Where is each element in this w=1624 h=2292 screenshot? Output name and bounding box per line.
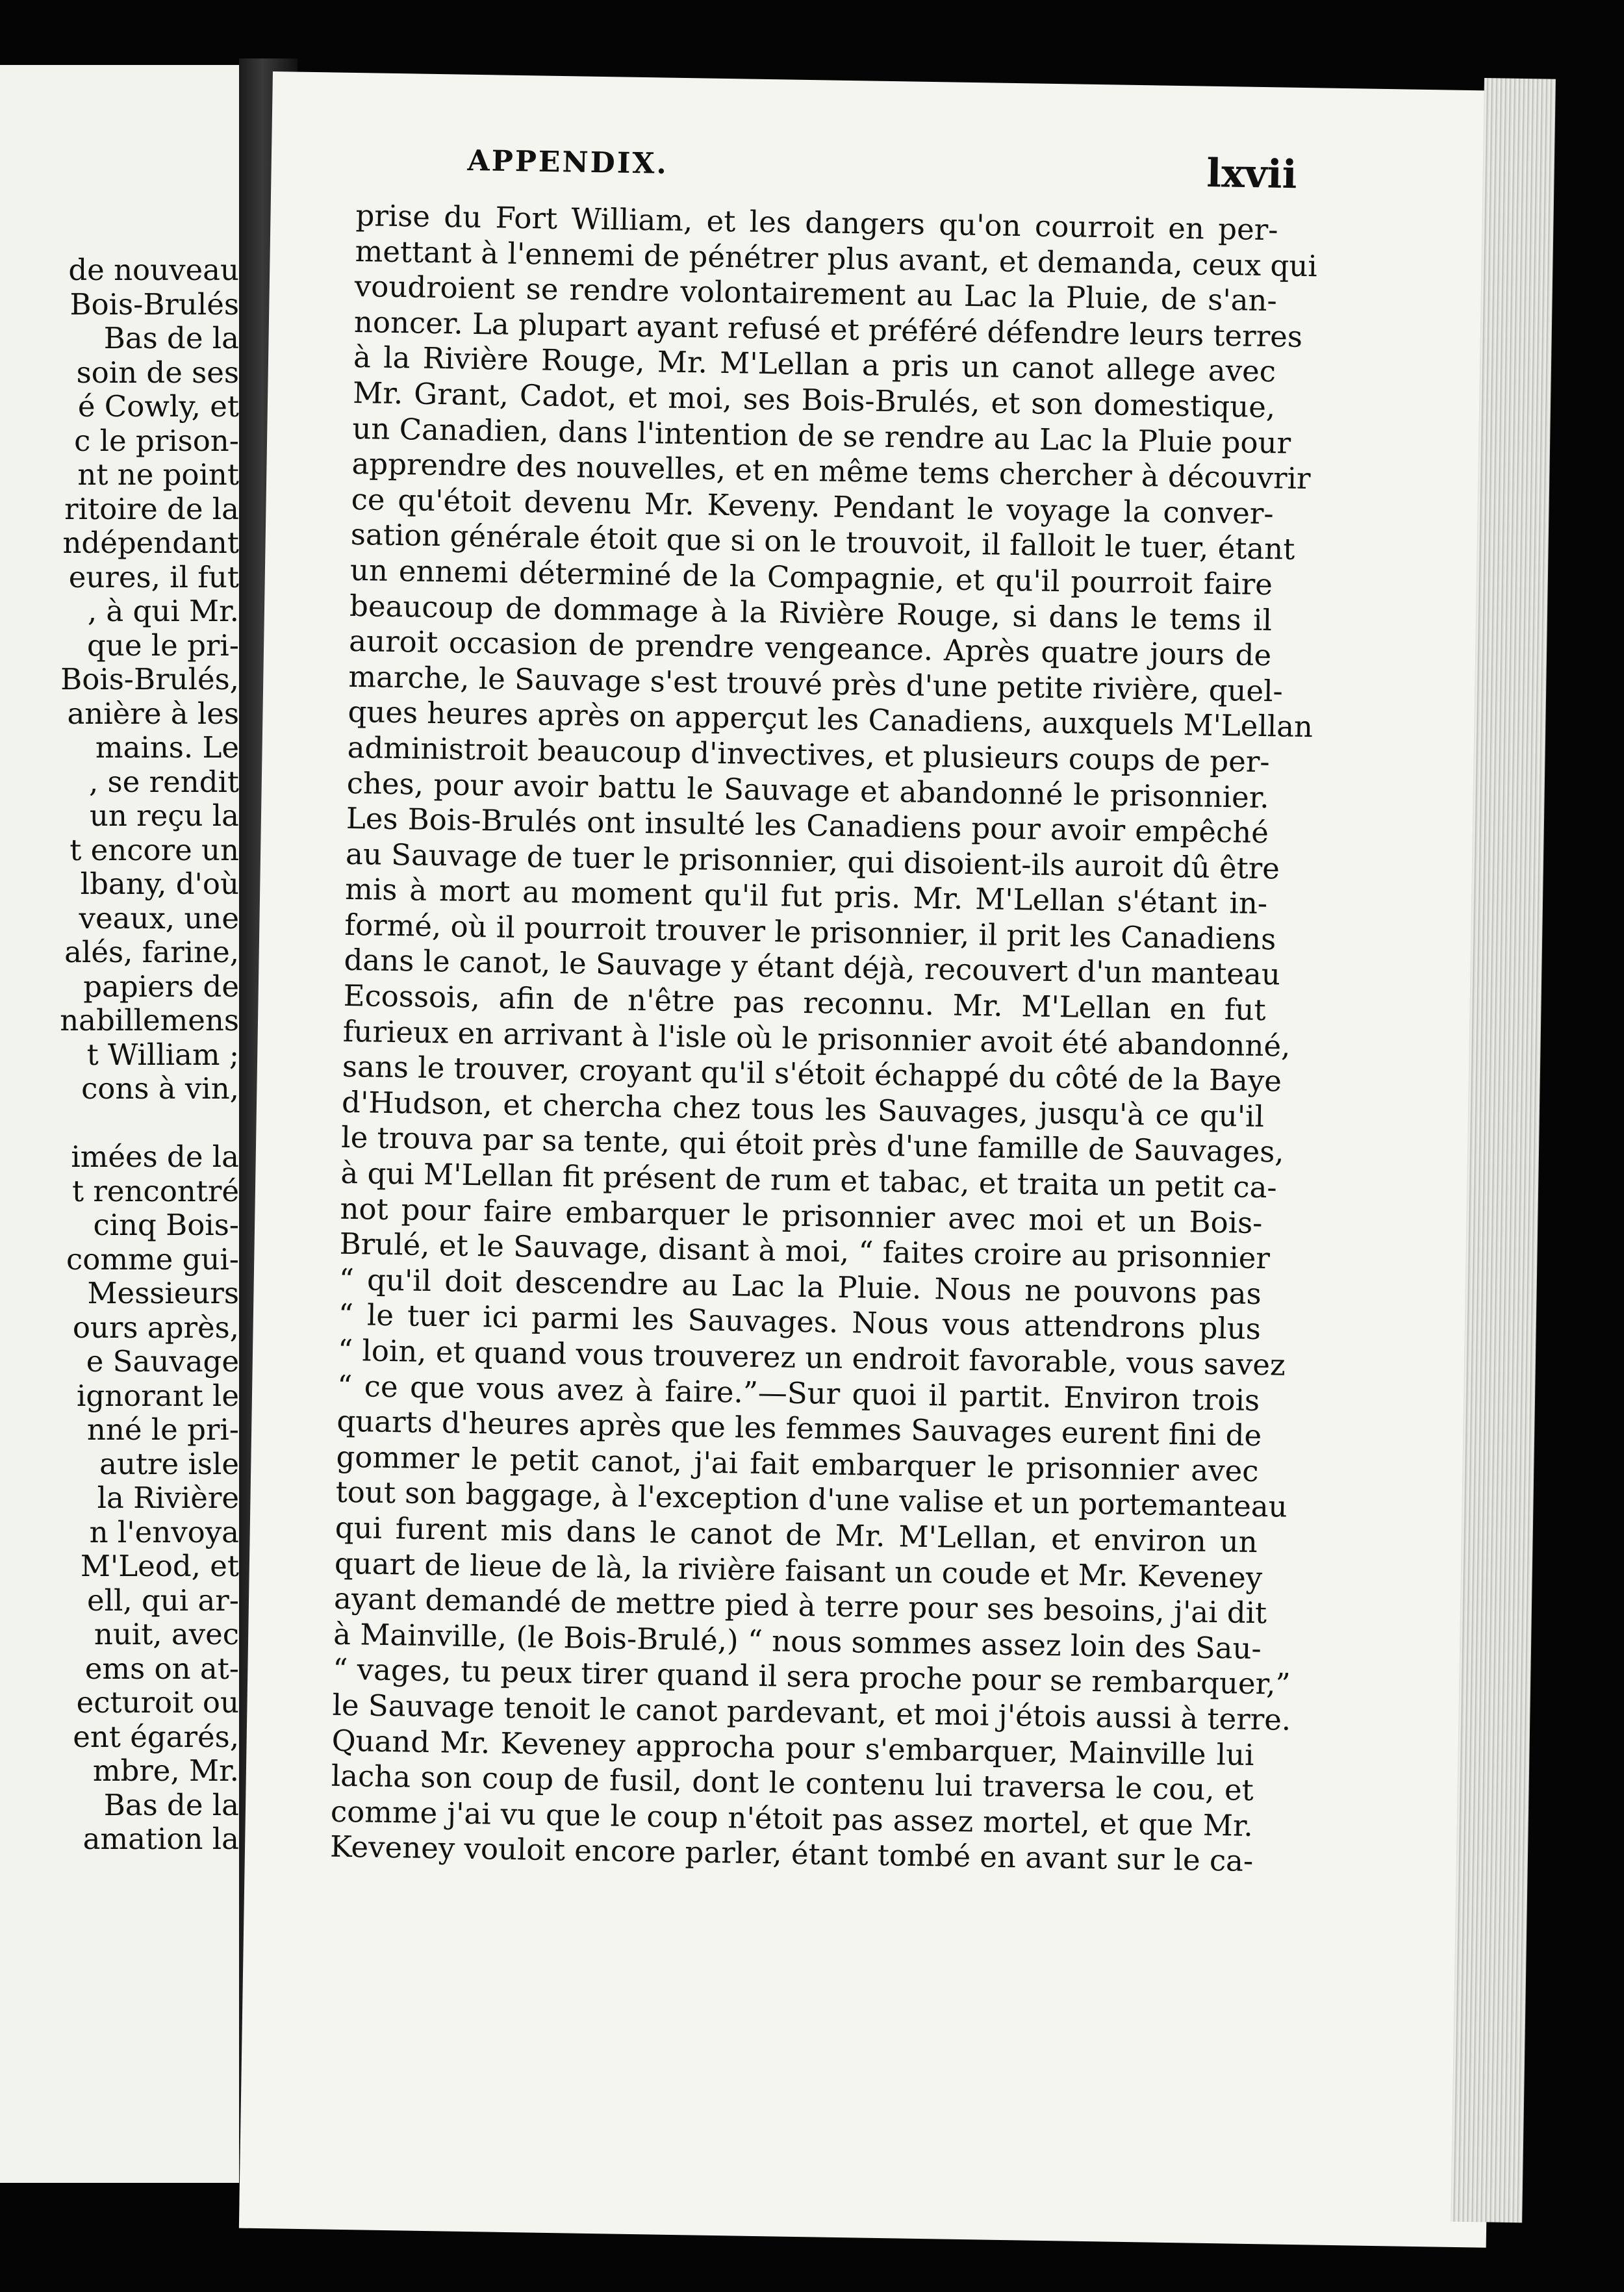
- left-page-line: Bois-Brulés: [70, 286, 239, 322]
- text-line: Keveney vouloit encore parler, étant tombé en avant sur le ca-: [329, 1829, 1254, 1879]
- left-page-line: nabillemens: [60, 1003, 239, 1038]
- text-line: administroit beaucoup d'invectives, et plusieurs coups de per-: [347, 730, 1270, 780]
- left-page-line: Bas de la: [103, 1787, 239, 1822]
- text-line: mettant à l'ennemi de pénétrer plus avant, et demanda, ceux qui: [355, 233, 1318, 283]
- left-page-line: un reçu la: [89, 798, 239, 833]
- text-line: Brulé, et le Sauvage, disant à moi, “ faites croire au prisonnier: [339, 1227, 1271, 1276]
- left-page-line: papiers de: [83, 969, 239, 1004]
- left-page-line: t William ;: [86, 1037, 239, 1072]
- text-line: le Sauvage tenoit le canot pardevant, et moi j'étois aussi à terre.: [332, 1687, 1291, 1737]
- left-page-line: ndépendant: [62, 526, 239, 560]
- text-line: “ loin, et quand vous trouverez un endroit favorable, vous savez: [337, 1332, 1286, 1382]
- left-page-line: ecturoit ou: [76, 1685, 239, 1720]
- text-line: formé, où il pourroit trouver le prisonnier, il prit les Canadiens: [344, 907, 1276, 957]
- text-line: à Mainville, (le Bois-Brulé,) “ nous sommes assez loin des Sau-: [333, 1616, 1262, 1666]
- left-page-line: Bois-Brulés,: [60, 662, 239, 696]
- left-page-line: e Sauvage: [86, 1344, 239, 1379]
- text-line: ches, pour avoir battu le Sauvage et abandonné le prisonnier.: [346, 765, 1270, 815]
- left-page-line: , se rendit: [88, 764, 239, 799]
- text-line: Quand Mr. Keveney approcha pour s'embarquer, Mainville lui: [331, 1723, 1254, 1772]
- left-page-line: alés, farine,: [64, 935, 239, 969]
- text-line: beaucoup de dommage à la Rivière Rouge, si dans le tems il: [349, 588, 1273, 637]
- text-line: “ ce que vous avez à faire.”—Sur quoi il partit. Environ trois: [336, 1368, 1260, 1418]
- left-page-line: mbre, Mr.: [92, 1753, 239, 1788]
- text-line: comme j'ai vu que le coup n'étoit pas assez mortel, et que Mr.: [330, 1794, 1254, 1843]
- text-line: lacha son coup de fusil, dont le contenu lui traversa le cou, et: [331, 1758, 1254, 1808]
- running-head: APPENDIX.: [467, 144, 669, 181]
- text-line: d'Hudson, et chercha chez tous les Sauvages, jusqu'à ce qu'il: [341, 1084, 1265, 1134]
- text-line: un ennemi déterminé de la Compagnie, et qu'il pourroit faire: [349, 552, 1273, 602]
- text-line: un Canadien, dans l'intention de se rendre au Lac la Pluie pour: [352, 411, 1291, 461]
- text-line: “ qu'il doit descendre au Lac la Pluie. Nous ne pouvons pas: [338, 1262, 1262, 1311]
- left-page-line: mains. Le: [95, 730, 239, 765]
- body-text: [329, 198, 1318, 1879]
- left-page-line: c le prison-: [74, 423, 239, 458]
- text-line: prise du Fort William, et les dangers qu'on courroit en per-: [355, 198, 1278, 248]
- text-line: Mr. Grant, Cadot, et moi, ses Bois-Brulés, et son domestique,: [352, 375, 1276, 425]
- text-line: apprendre des nouvelles, et en même tems chercher à découvrir: [351, 446, 1311, 496]
- text-line: auroit occasion de prendre vengeance. Après quatre jours de: [348, 624, 1272, 673]
- left-page-line: nné le pri-: [86, 1412, 239, 1447]
- text-line: ce qu'étoit devenu Mr. Keveny. Pendant le voyage la conver-: [351, 481, 1274, 531]
- left-page-line: nt ne point: [77, 457, 239, 492]
- text-line: dans le canot, le Sauvage y étant déjà, recouvert d'un manteau: [344, 943, 1281, 992]
- left-page-line: t rencontré: [71, 1173, 239, 1208]
- left-page-line: soin de ses: [76, 355, 239, 390]
- left-page-line: ignorant le: [76, 1378, 239, 1413]
- text-line: à la Rivière Rouge, Mr. M'Lellan a pris un canot allege avec: [353, 340, 1276, 389]
- left-page-line: Messieurs: [87, 1276, 239, 1310]
- left-facing-page: [0, 65, 240, 2183]
- text-line: voudroient se rendre volontairement au Lac la Pluie, de s'an-: [354, 269, 1278, 318]
- left-page-line: amation la: [82, 1822, 239, 1856]
- text-line: ques heures après on apperçut les Canadiens, auxquels M'Lellan: [348, 694, 1313, 745]
- left-page-line: ent égarés,: [73, 1719, 239, 1754]
- left-page-line: imées de la: [71, 1140, 239, 1174]
- left-page-line: t encore un: [70, 832, 239, 867]
- left-page-line: nuit, avec: [94, 1617, 239, 1651]
- text-line: quart de lieue de là, la rivière faisant un coude et Mr. Keveney: [334, 1546, 1263, 1595]
- left-page-line: ell, qui ar-: [86, 1583, 239, 1618]
- text-line: “ vages, tu peux tirer quand il sera proche pour se rembarquer,”: [333, 1652, 1291, 1702]
- left-page-text: [60, 253, 239, 1857]
- text-line: not pour faire embarquer le prisonnier avec moi et un Bois-: [340, 1191, 1263, 1240]
- text-line: “ le tuer ici parmi les Sauvages. Nous vous attendrons plus: [338, 1297, 1262, 1347]
- left-page-line: anière à les: [67, 696, 239, 731]
- text-line: tout son baggage, à l'exception d'une valise et un portemanteau: [335, 1475, 1288, 1525]
- left-page-line: lbany, d'où: [80, 867, 239, 901]
- left-page-line: [60, 1106, 239, 1141]
- left-page-line: n l'envoya: [89, 1514, 239, 1549]
- left-page-line: de nouveau: [68, 253, 239, 287]
- left-page-line: ritoire de la: [64, 491, 239, 526]
- text-line: noncer. La plupart ayant refusé et préféré défendre leurs terres: [353, 304, 1303, 354]
- left-page-line: cinq Bois-: [93, 1208, 239, 1242]
- left-page-line: comme gui-: [66, 1242, 239, 1277]
- text-line: sans le trouver, croyant qu'il s'étoit échappé du côté de la Baye: [342, 1049, 1282, 1099]
- left-page-line: Bas de la: [103, 321, 239, 355]
- text-line: sation générale étoit que si on le trouvoit, il falloit le tuer, étant: [350, 517, 1295, 567]
- text-line: Ecossois, afin de n'être pas reconnu. Mr. M'Lellan en fut: [343, 978, 1266, 1028]
- text-line: furieux en arrivant à l'isle où le prisonnier avoit été abandonné,: [342, 1013, 1291, 1063]
- text-line: qui furent mis dans le canot de Mr. M'Lellan, et environ un: [335, 1510, 1258, 1560]
- text-line: marche, le Sauvage s'est trouvé près d'une petite rivière, quel-: [348, 659, 1284, 709]
- page-number: lxvii: [1206, 151, 1297, 198]
- text-line: ayant demandé de mettre pied à terre pour ses besoins, j'ai dit: [333, 1581, 1267, 1631]
- left-page-line: é Cowly, et: [77, 389, 239, 424]
- left-page-line: ems on at-: [84, 1651, 239, 1686]
- text-line: Les Bois-Brulés ont insulté les Canadiens pour avoir empêché: [346, 800, 1269, 850]
- left-page-line: eures, il fut: [68, 559, 239, 594]
- left-page-line: M'Leod, et: [80, 1549, 239, 1583]
- text-line: mis à mort au moment qu'il fut pris. Mr. M'Lellan s'étant in-: [344, 872, 1268, 921]
- left-page-line: la Rivière: [97, 1481, 239, 1515]
- left-page-line: , à qui Mr.: [87, 594, 239, 628]
- text-line: à qui M'Lellan fit présent de rum et tabac, et traita un petit ca-: [340, 1155, 1278, 1205]
- left-page-line: autre isle: [99, 1446, 239, 1481]
- left-page-line: que le pri-: [87, 628, 239, 663]
- left-page-line: ours après,: [72, 1310, 239, 1345]
- text-line: quarts d'heures après que les femmes Sauvages eurent fini de: [336, 1403, 1262, 1453]
- left-page-line: veaux, une: [79, 900, 239, 936]
- left-page-line: cons à vin,: [81, 1071, 239, 1106]
- text-line: le trouva par sa tente, qui étoit près d'une famille de Sauvages,: [340, 1120, 1285, 1170]
- text-line: au Sauvage de tuer le prisonnier, qui disoient-ils auroit dû être: [345, 836, 1280, 886]
- text-line: gommer le petit canot, j'ai fait embarquer le prisonnier avec: [336, 1439, 1259, 1488]
